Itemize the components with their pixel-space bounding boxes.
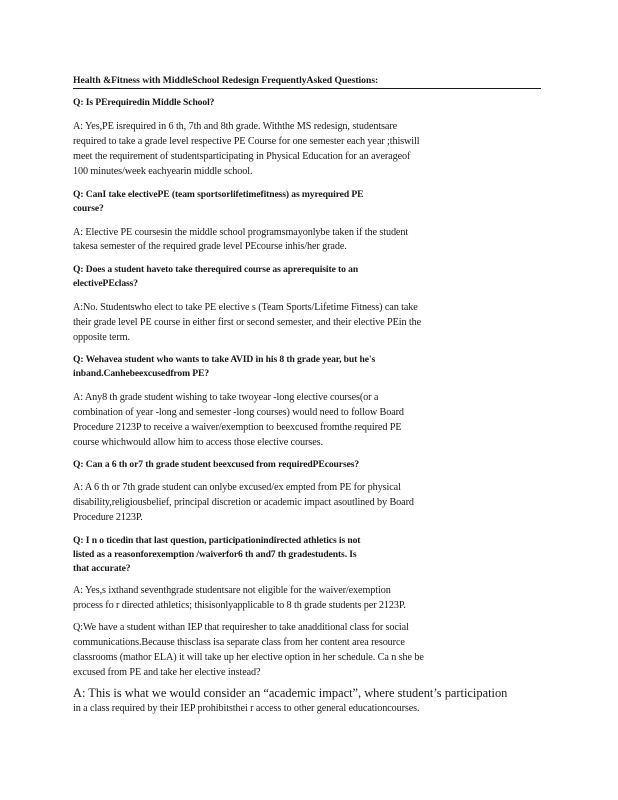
answer-3-line-2: their grade level PE course in either first or second semester, and their elective PEin the [73, 317, 422, 328]
answer-1-line-2: required to take a grade level respective PE Course for one semester each year ;thiswill [73, 136, 420, 147]
question-6-line-3: that accurate? [73, 563, 131, 574]
answer-6-line-1: A: Yes,s ixthand seventhgrade studentsare not eligible for the waiver/exemption [73, 585, 391, 596]
answer-1-line-1: A: Yes,PE isrequired in 6 th, 7th and 8th grade. Withthe MS redesign, studentsare [73, 121, 398, 132]
answer-7-line-2: in a class required by their IEP prohibitsthei r access to other general educationcourses. [73, 703, 420, 714]
answer-5-line-1: A: A 6 th or 7th grade student can onlybe excused/ex empted from PE for physical [73, 482, 401, 493]
question-6-line-2: listed as a reasonforexemption /waiverfor6 th and7 th gradestudents. Is [73, 549, 357, 560]
answer-2-line-1: A: Elective PE coursesin the middle school programsmayonlybe taken if the student [73, 227, 409, 238]
answer-4-line-3: Procedure 2123P to receive a waiver/exemption to beexcused fromthe required PE [73, 422, 402, 433]
question-1: Q: Is PErequiredin Middle School? [73, 97, 215, 108]
question-6-line-1: Q: I n o ticedin that last question, participationindirected athletics is not [73, 535, 361, 546]
question-2-line-2: course? [73, 203, 104, 214]
answer-4-line-4: course whichwould allow him to access those elective courses. [73, 437, 323, 448]
question-4-line-1: Q: Wehavea student who wants to take AVID in his 8 th grade year, but he's [73, 354, 376, 365]
question-7-line-3: classrooms (mathor ELA) it will take up her elective option in her schedule. Ca n she be [73, 652, 424, 663]
answer-6-line-2: process fo r directed athletics; thisisonlyapplicable to 8 th grade students per 2123P. [73, 600, 406, 611]
answer-3-line-1: A:No. Studentswho elect to take PE elective s (Team Sports/Lifetime Fitness) can take [73, 302, 418, 313]
answer-1-line-4: 100 minutes/week eachyearin middle school. [73, 166, 253, 177]
answer-7-line-1: A: This is what we would consider an “academic impact”, where student’s participation [73, 686, 508, 700]
question-3-line-2: electivePEclass? [73, 278, 138, 289]
question-7-line-1: Q:We have a student withan IEP that requiresher to take anadditional class for social [73, 622, 409, 633]
answer-2-line-2: takesa semester of the required grade level PEcourse inhis/her grade. [73, 241, 347, 252]
answer-5-line-2: disability,religiousbelief, principal discretion or academic impact asoutlined by Board [73, 497, 414, 508]
question-3-line-1: Q: Does a student haveto take therequired course as aprerequisite to an [73, 264, 359, 275]
document-title: Health &Fitness with MiddleSchool Redesign FrequentlyAsked Questions: [73, 75, 541, 89]
question-2-line-1: Q: CanI take electivePE (team sportsorlifetimefitness) as myrequired PE [73, 189, 364, 200]
question-4-line-2: inband.Canhebeexcusedfrom PE? [73, 368, 210, 379]
question-7-line-2: communications.Because thisclass isa separate class from her content area resource [73, 637, 405, 648]
answer-4-line-1: A: Any8 th grade student wishing to take twoyear -long elective courses(or a [73, 392, 379, 403]
answer-4-line-2: combination of year -long and semester -long courses) would need to follow Board [73, 407, 404, 418]
answer-3-line-3: opposite term. [73, 332, 130, 343]
question-7-line-4: excused from PE and take her elective instead? [73, 667, 261, 678]
question-5: Q: Can a 6 th or7 th grade student beexcused from requiredPEcourses? [73, 459, 360, 470]
answer-5-line-3: Procedure 2123P. [73, 512, 143, 523]
answer-1-line-3: meet the requirement of studentsparticipating in Physical Education for an averageof [73, 151, 411, 162]
